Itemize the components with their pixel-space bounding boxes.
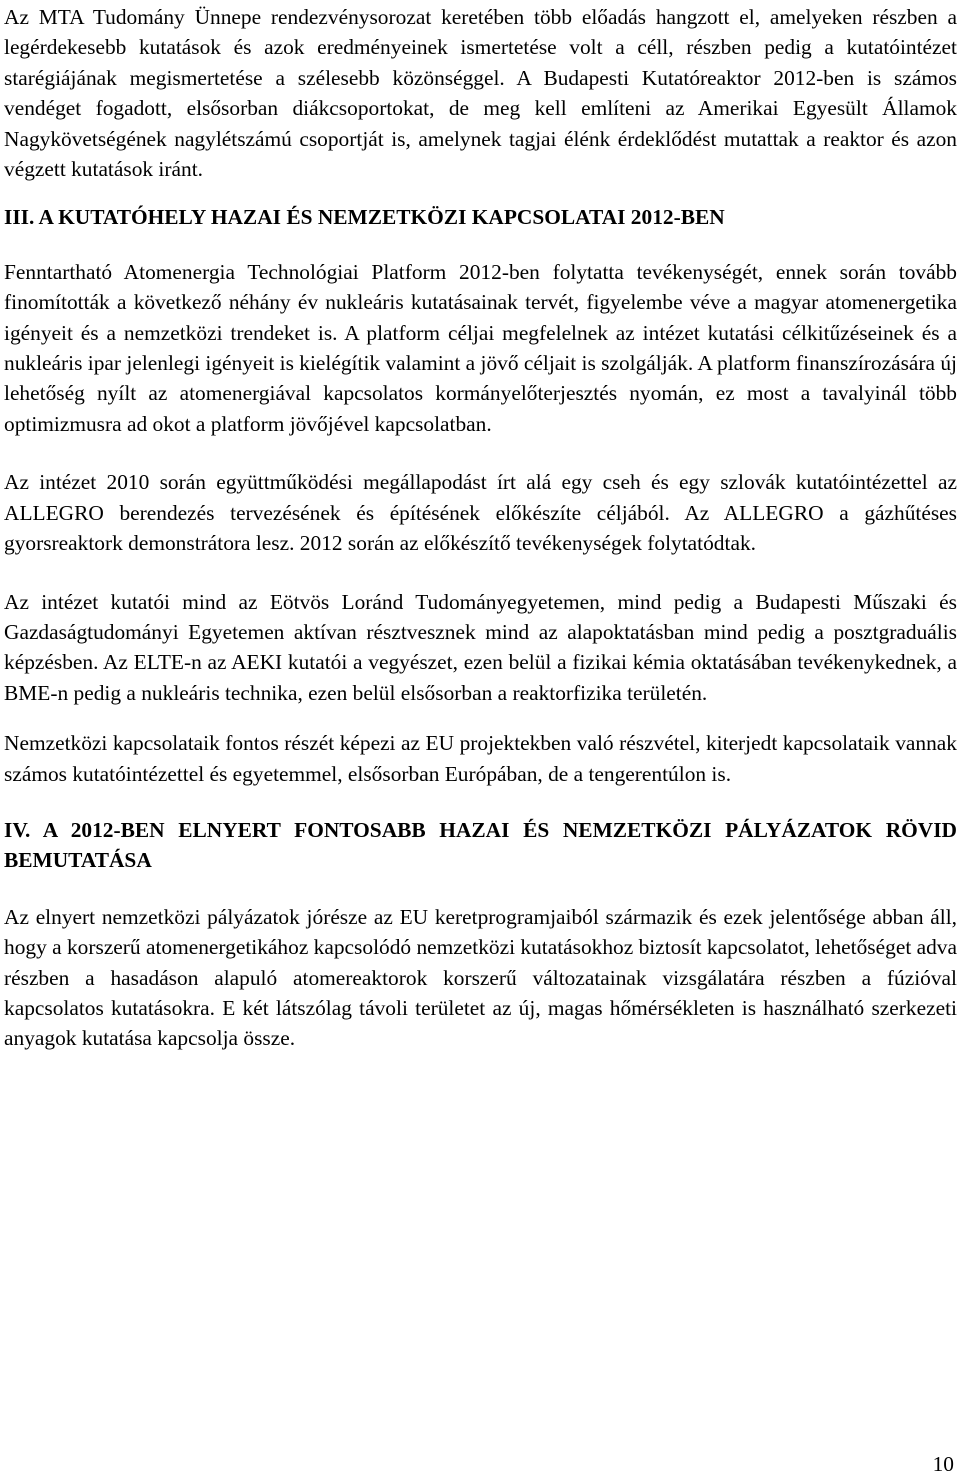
document-page xyxy=(4,0,957,1054)
paragraph-international: Nemzetközi kapcsolataik fontos részét képezi az EU projektekben való részvétel, kiterjedt kapcsolataik vannak számos kutatóintézettel és egyetemmel, elsősorban Európában, de a tengerentúlon is. xyxy=(4,731,957,786)
section-heading-iii: III. A KUTATÓHELY HAZAI ÉS NEMZETKÖZI KAPCSOLATAI 2012-BEN xyxy=(4,205,725,230)
paragraph-events: Az MTA Tudomány Ünnepe rendezvénysorozat keretében több előadás hangzott el, amelyeken részben a legérdekesebb kutatások és azok eredményeinek ismertetése volt a céll, részben pedig a kutatóintézet starégiájának megismertetése a szélesebb közönséggel. A Budapesti Kutatóreaktor 2012-ben is számos vendéget fogadott, elsősorban diákcsoportokat, de meg kell említeni az Amerikai Egyesült Államok Nagykövetségének nagylétszámú csoportját is, amelynek tagjai élénk érdeklődést mutattak a reaktor és azon végzett kutatások iránt. xyxy=(4,5,957,182)
paragraph-platform: Fenntartható Atomenergia Technológiai Platform 2012-ben folytatta tevékenységét, ennek során tovább finomították a következő néhány év nukleáris kutatásainak tervét, figyelembe véve a magyar atomenergetika igényeit és a nemzetközi trendeket is. A platform céljai megfelelnek az intézet kutatási célkitűzéseinek és a nukleáris ipar jelenlegi igényeit is kielégítik valamint a jövő céljait is szolgálják. A platform finanszírozására új lehetőség nyílt az atomenergiával kapcsolatos kormányelőterjesztés nyomán, ez most a tavalyinál több optimizmusra ad okot a platform jövőjével kapcsolatban. xyxy=(4,259,957,436)
paragraph-grants: Az elnyert nemzetközi pályázatok jórésze az EU keretprogramjaiból származik és ezek jelentősége abban áll, hogy a korszerű atomenergetikához kapcsolódó nemzetközi kutatásokhoz biztosít kapcsolatot, lehetőséget adva részben a hasadáson alapuló atomereaktorok korszerű változatainak vizsgálatára részben a fúzióval kapcsolatos kutatásokra. E két látszólag távoli területet az új, magas hőmérsékleten is használható szerkezeti anyagok kutatása kapcsolja össze. xyxy=(4,904,957,1051)
section-heading-iv: IV. A 2012-BEN ELNYERT FONTOSABB HAZAI ÉS NEMZETKÖZI PÁLYÁZATOK RÖVID BEMUTATÁSA xyxy=(4,817,957,873)
paragraph-universities: Az intézet kutatói mind az Eötvös Loránd Tudományegyetemen, mind pedig a Budapesti Műszaki és Gazdaságtudományi Egyetemen aktívan résztvesznek mind az alapoktatásban mind pedig a posztgraduális képzésben. Az ELTE-n az AEKI kutatói a vegyészet, ezen belül a fizikai kémia oktatásában tevékenykednek, a BME-n pedig a nukleáris technika, ezen belül elsősorban a reaktorfizika területén. xyxy=(4,589,957,705)
page-number: 10 xyxy=(932,1452,954,1476)
paragraph-allegro: Az intézet 2010 során együttműködési megállapodást írt alá egy cseh és egy szlovák kutatóintézettel az ALLEGRO berendezés tervezésének és építésének előkészíte céljából. Az ALLEGRO a gázhűtéses gyorsreaktork demonstrátora lesz. 2012 során az előkészítő tevékenységek folytatódtak. xyxy=(4,470,957,556)
